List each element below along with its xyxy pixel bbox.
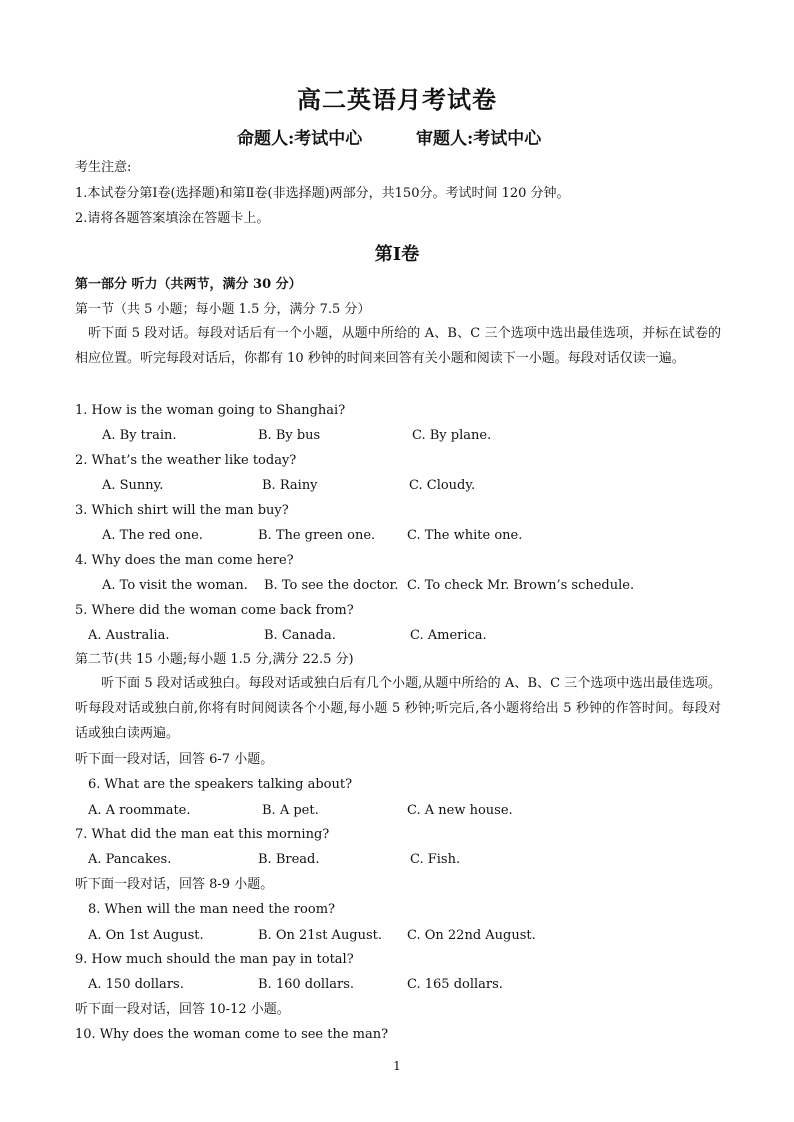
question-6: 6. What are the speakers talking about? <box>88 777 353 792</box>
q7-option-a: A. Pancakes. <box>88 852 172 867</box>
setter-line: 命题人:考试中心 <box>237 129 363 149</box>
q1-option-b: B. By bus <box>258 428 321 443</box>
reviewer-line: 审题人:考试中心 <box>416 129 542 149</box>
q9-option-b: B. 160 dollars. <box>258 977 354 992</box>
question-7: 7. What did the man eat this morning? <box>75 827 330 842</box>
section1-instructions: 听下面 5 段对话。每段对话后有一个小题，从题中所给的 A、B、C 三个选项中选出最佳选项，并标在试卷的相应位置。听完每段对话后，你都有 10 秒钟的时间来回答有关小题和阅读下一小题。每段对话仅读一遍。 <box>75 326 721 366</box>
page-number: 1 <box>393 1059 401 1073</box>
notice-item-2: 2.请将各题答案填涂在答题卡上。 <box>75 211 270 226</box>
question-9: 9. How much should the man pay in total? <box>75 952 354 967</box>
q1-option-c: C. By plane. <box>412 428 492 443</box>
q3-option-c: C. The white one. <box>407 528 523 543</box>
q9-option-a: A. 150 dollars. <box>88 977 184 992</box>
dialog-note-1: 听下面一段对话，回答 6-7 小题。 <box>75 752 274 767</box>
q5-option-b: B. Canada. <box>264 628 336 643</box>
question-10: 10. Why does the woman come to see the man? <box>75 1027 389 1042</box>
question-8: 8. When will the man need the room? <box>88 902 336 917</box>
q6-option-b: B. A pet. <box>262 803 319 818</box>
question-5: 5. Where did the woman come back from? <box>75 603 354 618</box>
q7-option-c: C. Fish. <box>410 852 461 867</box>
q5-option-a: A. Australia. <box>88 628 170 643</box>
q4-option-c: C. To check Mr. Brown’s schedule. <box>407 578 635 593</box>
dialog-note-3: 听下面一段对话，回答 10-12 小题。 <box>75 1002 290 1017</box>
q2-option-b: B. Rainy <box>262 478 318 493</box>
page-title: 高二英语月考试卷 <box>297 85 497 114</box>
notice-item-1: 1.本试卷分第Ⅰ卷(选择题)和第Ⅱ卷(非选择题)两部分，共150分。考试时间 120 分钟。 <box>75 186 570 201</box>
question-1: 1. How is the woman going to Shanghai? <box>75 403 346 418</box>
q7-option-b: B. Bread. <box>258 852 320 867</box>
volume-heading: 第Ⅰ卷 <box>374 244 420 265</box>
question-3: 3. Which shirt will the man buy? <box>75 503 289 518</box>
q6-option-c: C. A new house. <box>407 803 513 818</box>
notice-label: 考生注意: <box>75 160 132 175</box>
q1-option-a: A. By train. <box>102 428 177 443</box>
q8-option-b: B. On 21st August. <box>258 928 383 943</box>
q3-option-a: A. The red one. <box>102 528 203 543</box>
q5-option-c: C. America. <box>410 628 487 643</box>
question-2: 2. What’s the weather like today? <box>75 453 297 468</box>
q3-option-b: B. The green one. <box>258 528 376 543</box>
section2-instructions: 听下面 5 段对话或独白。每段对话或独白后有几个小题,从题中所给的 A、B、C 三个选项中选出最佳选项。听每段对话或独白前,你将有时间阅读各个小题,每小题 5 秒钟;听完后,各小题将给出 5 秒钟的作答时间。每段对话或独白读两遍。 <box>75 676 721 741</box>
q9-option-c: C. 165 dollars. <box>407 977 503 992</box>
section2-heading: 第二节(共 15 小题;每小题 1.5 分,满分 22.5 分) <box>75 652 354 667</box>
q4-option-a: A. To visit the woman. <box>102 578 248 593</box>
q6-option-a: A. A roommate. <box>88 803 191 818</box>
q2-option-a: A. Sunny. <box>102 478 164 493</box>
q8-option-a: A. On 1st August. <box>88 928 204 943</box>
part1-heading: 第一部分 听力（共两节，满分 30 分） <box>75 277 302 292</box>
question-4: 4. Why does the man come here? <box>75 553 294 568</box>
q4-option-b: B. To see the doctor. <box>264 578 399 593</box>
q2-option-c: C. Cloudy. <box>409 478 476 493</box>
q8-option-c: C. On 22nd August. <box>407 928 536 943</box>
dialog-note-2: 听下面一段对话，回答 8-9 小题。 <box>75 877 274 892</box>
section1-heading: 第一节（共 5 小题；每小题 1.5 分，满分 7.5 分） <box>75 302 371 317</box>
